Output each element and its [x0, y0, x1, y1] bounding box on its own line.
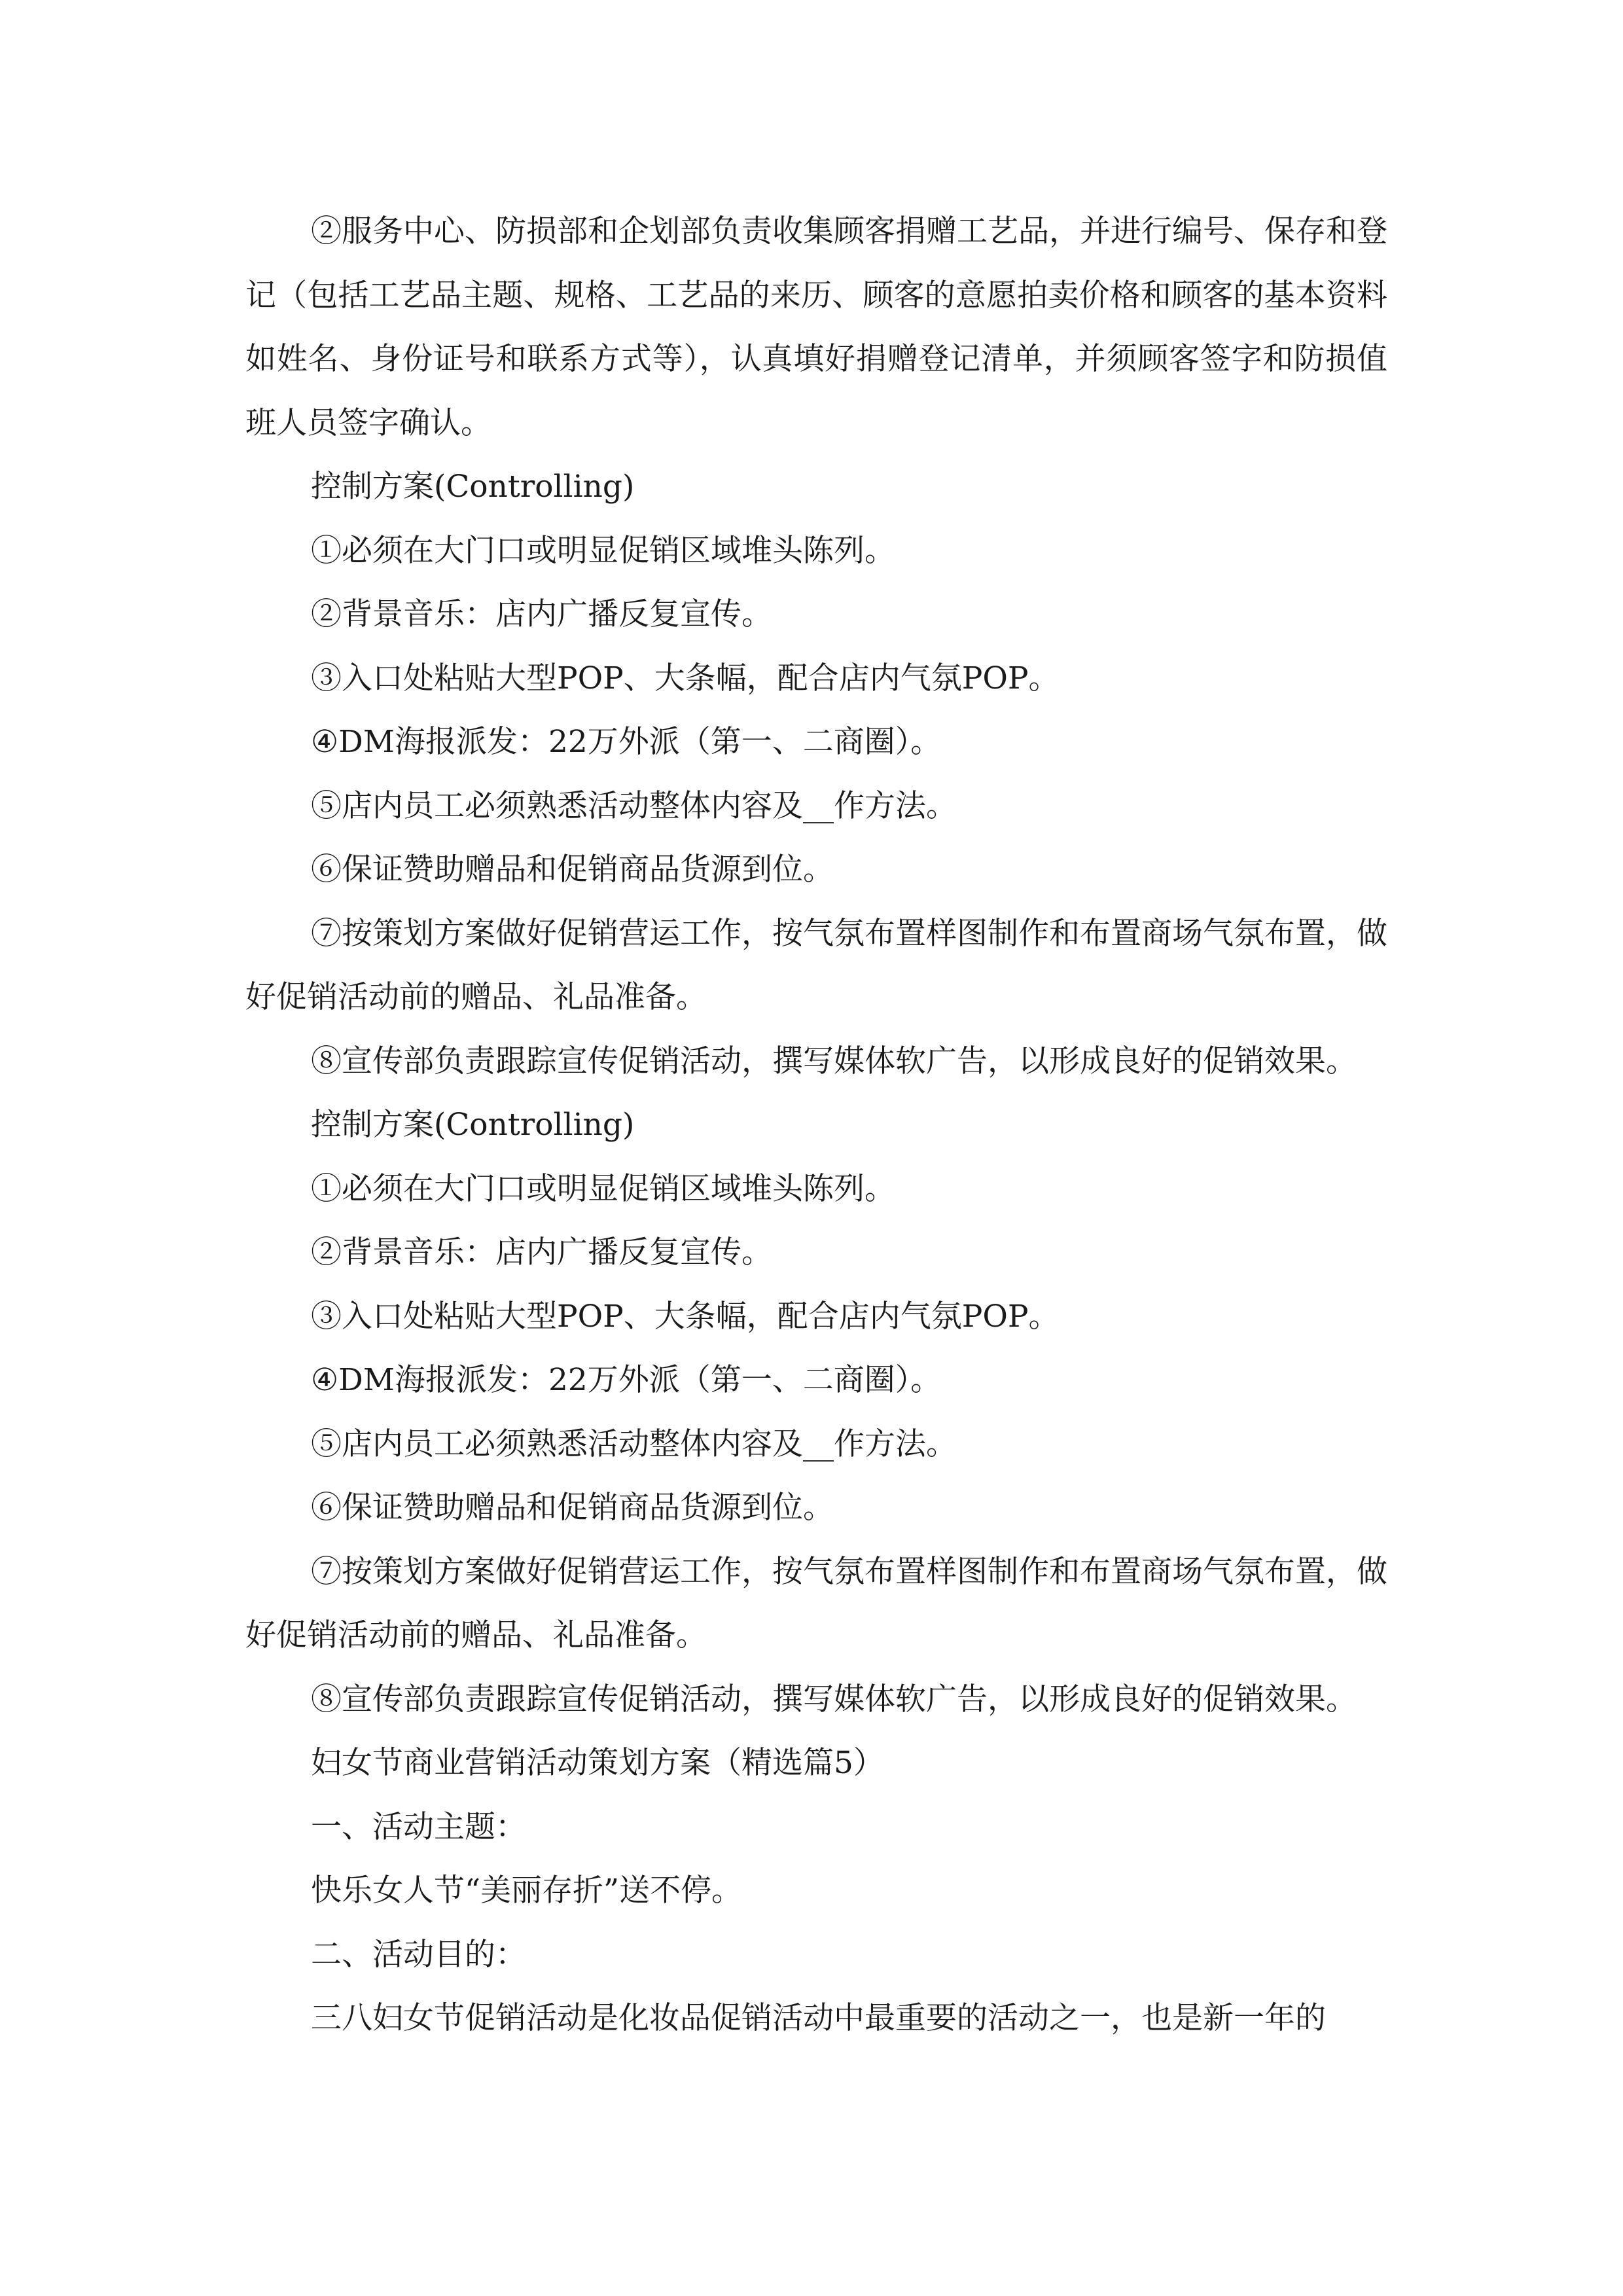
list-item-dm-poster: ④DM海报派发：22万外派（第一、二商圈）。 — [311, 724, 942, 760]
list-item-supply-repeat: ⑥保证赞助赠品和促销商品货源到位。 — [311, 1490, 834, 1526]
list-item-dm-poster-repeat: ④DM海报派发：22万外派（第一、二商圈）。 — [311, 1362, 942, 1398]
heading-activity-purpose: 二、活动目的： — [311, 1936, 526, 1973]
heading-control-plan: 控制方案(Controlling) — [311, 469, 635, 505]
list-item-music-repeat: ②背景音乐：店内广播反复宣传。 — [311, 1234, 772, 1270]
list-item-music: ②背景音乐：店内广播反复宣传。 — [311, 596, 772, 632]
paragraph-activity-purpose: 三八妇女节促销活动是化妆品促销活动中最重要的活动之一，也是新一年的 — [311, 2000, 1326, 2036]
list-item-pop: ③入口处粘贴大型POP、大条幅，配合店内气氛POP。 — [311, 660, 1060, 696]
list-item-supply: ⑥保证赞助赠品和促销商品货源到位。 — [311, 852, 834, 888]
list-item-publicity-repeat: ⑧宣传部负责跟踪宣传促销活动，撰写媒体软广告，以形成良好的促销效果。 — [311, 1681, 1357, 1717]
list-item-staff-repeat: ⑤店内员工必须熟悉活动整体内容及__作方法。 — [311, 1426, 957, 1462]
paragraph-activity-theme: 快乐女人节“美丽存折”送不停。 — [311, 1873, 743, 1909]
list-item-operations: ⑦按策划方案做好促销营运工作，按气氛布置样图制作和布置商场气氛布置，做好促销活动前的赠品、礼品准备。 — [245, 915, 1387, 1015]
section-title-chapter-5: 妇女节商业营销活动策划方案（精选篇5） — [311, 1745, 884, 1781]
heading-control-plan-repeat: 控制方案(Controlling) — [311, 1107, 635, 1143]
list-item-staff: ⑤店内员工必须熟悉活动整体内容及__作方法。 — [311, 787, 957, 824]
list-item-publicity: ⑧宣传部负责跟踪宣传促销活动，撰写媒体软广告，以形成良好的促销效果。 — [311, 1043, 1357, 1079]
list-item-display-repeat: ①必须在大门口或明显促销区域堆头陈列。 — [311, 1170, 895, 1207]
paragraph-donation-registration: ②服务中心、防损部和企划部负责收集顾客捐赠工艺品，并进行编号、保存和登记（包括工艺品主题、规格、工艺品的来历、顾客的意愿拍卖价格和顾客的基本资料如姓名、身份证号和联系方式等），认真填好捐赠登记清单，并须顾客签字和防损值班人员签字确认。 — [245, 213, 1387, 441]
heading-activity-theme: 一、活动主题： — [311, 1808, 526, 1845]
list-item-display: ①必须在大门口或明显促销区域堆头陈列。 — [311, 532, 895, 569]
list-item-operations-repeat: ⑦按策划方案做好促销营运工作，按气氛布置样图制作和布置商场气氛布置，做好促销活动前的赠品、礼品准备。 — [245, 1553, 1387, 1653]
document-body — [245, 200, 1387, 2051]
list-item-pop-repeat: ③入口处粘贴大型POP、大条幅，配合店内气氛POP。 — [311, 1298, 1060, 1335]
